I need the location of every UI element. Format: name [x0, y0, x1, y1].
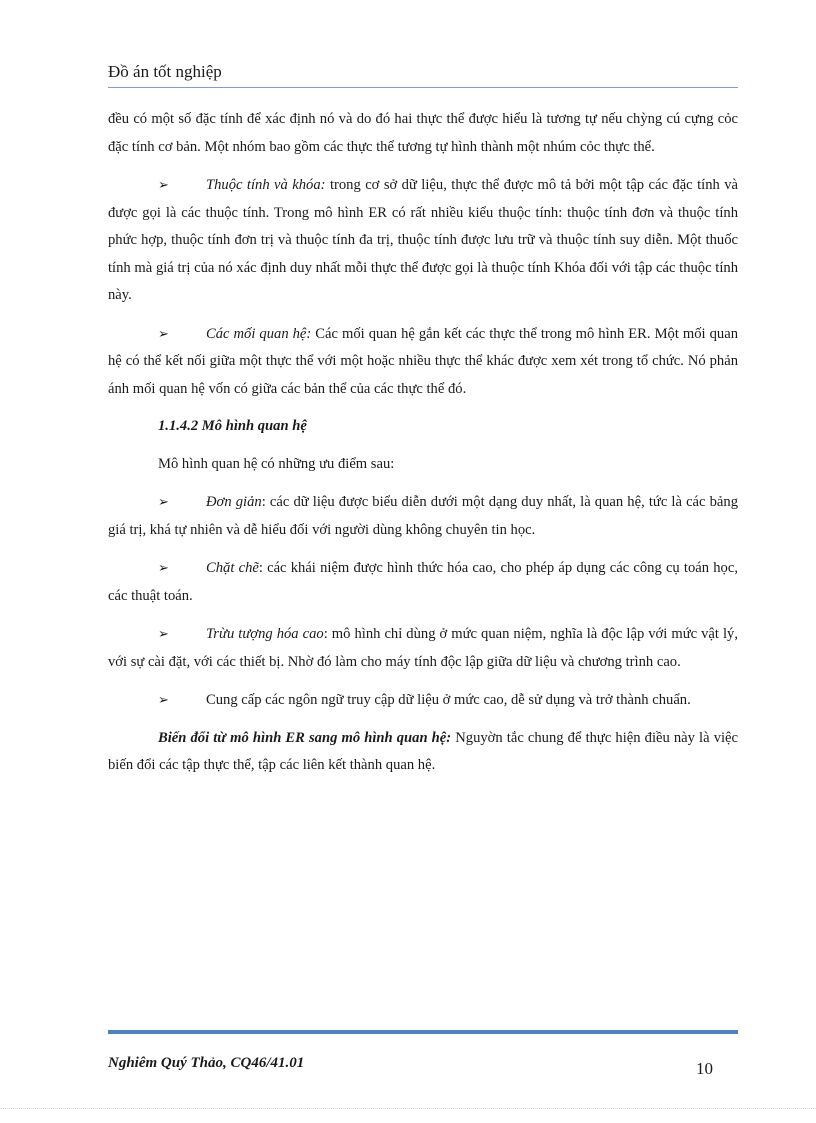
arrow-bullet-icon: ➢ — [158, 494, 169, 509]
bullet-term: Trừu tượng hóa cao — [206, 626, 324, 642]
bullet-relationships — [108, 320, 738, 404]
bullet-term: Thuộc tính và khóa: — [206, 177, 326, 193]
arrow-bullet-icon: ➢ — [158, 692, 169, 707]
paragraph-text: Nguyờn tắc chung để thực hiện điều này là việc biến đổi các tập thực thể, tập các liên kết thành quan hệ. — [108, 729, 738, 773]
bullet-query-language — [108, 686, 738, 715]
page-bottom-border — [0, 1108, 816, 1109]
paragraph-continuation: đều có một số đặc tính để xác định nó và do đó hai thực thể được hiểu là tương tự nếu chỳng cú cựng cỏc đặc tính cơ bản. Một nhóm bao gồm các thực thể tương tự hình thành một nhúm cỏc thực thể. — [108, 111, 738, 155]
bullet-rigorous — [108, 554, 738, 610]
footer-rule — [108, 1030, 738, 1034]
bullet-text: trong cơ sở dữ liệu, thực thể được mô tả bởi một tập các đặc tính và được gọi là các thuộc tính. Trong mô hình ER có rất nhiều kiểu thuộc tính: thuộc tính đơn và thuộc tính phức hợp, thuộc tính đơn trị và thuộc tính đa trị, thuộc tính được lưu trữ và thuộc tính suy diễn. Một thuốc tính mà giá trị của nó xác định duy nhất mỗi thực thể được gọi là thuộc tính Khóa đối với tập các thuộc tính này. — [108, 177, 738, 303]
bullet-text: : các dữ liệu được biểu diễn dưới một dạng duy nhất, là quan hệ, tức là các bảng giá trị, khá tự nhiên và dễ hiểu đối với người dùng không chuyên tin học. — [108, 494, 739, 538]
paragraph-intro: Mô hình quan hệ có những ưu điểm sau: — [158, 455, 395, 472]
arrow-bullet-icon: ➢ — [158, 325, 169, 341]
page-content — [108, 106, 738, 790]
bullet-simple — [108, 488, 738, 544]
section-heading: 1.1.4.2 Mô hình quan hệ — [158, 418, 307, 434]
bullet-term: Các mối quan hệ: — [206, 325, 312, 342]
arrow-bullet-icon: ➢ — [158, 626, 169, 641]
bullet-abstraction — [108, 620, 738, 676]
paragraph-er-conversion — [108, 725, 738, 780]
arrow-bullet-icon: ➢ — [158, 560, 169, 575]
page-number: 10 — [696, 1059, 713, 1078]
bullet-term: Chặt chẽ — [206, 560, 259, 576]
bullet-attributes-keys — [108, 171, 738, 310]
arrow-bullet-icon: ➢ — [158, 177, 169, 192]
bullet-text: Cung cấp các ngôn ngữ truy cập dữ liệu ở mức cao, dễ sử dụng và trở thành chuẩn. — [206, 692, 691, 708]
bullet-term: Đơn giản — [206, 494, 262, 510]
footer-author: Nghiêm Quý Thảo, CQ46/41.01 — [108, 1055, 305, 1071]
bullet-text: : các khái niệm được hình thức hóa cao, cho phép áp dụng các công cụ toán học, các thuật toán. — [108, 560, 738, 604]
header-rule — [108, 87, 738, 88]
page-header-title: Đồ án tốt nghiệp — [108, 62, 222, 81]
paragraph-term: Biến đổi từ mô hình ER sang mô hình quan hệ: — [158, 729, 452, 746]
bullet-text: Các mối quan hệ gắn kết các thực thể trong mô hình ER. Một mối quan hệ có thể kết nối giữa một thực thể với một hoặc nhiều thực thể khác được xem xét trong tổ chức. Nó phản ánh mối quan hệ vốn có giữa các bản thể của các thực thể đó. — [108, 325, 738, 397]
bullet-text: : mô hình chỉ dùng ở mức quan niệm, nghĩa là độc lập với mức vật lý, với sự cài đặt, với các thiết bị. Nhờ đó làm cho máy tính độc lập giữa dữ liệu và chương trình cao. — [108, 626, 738, 670]
